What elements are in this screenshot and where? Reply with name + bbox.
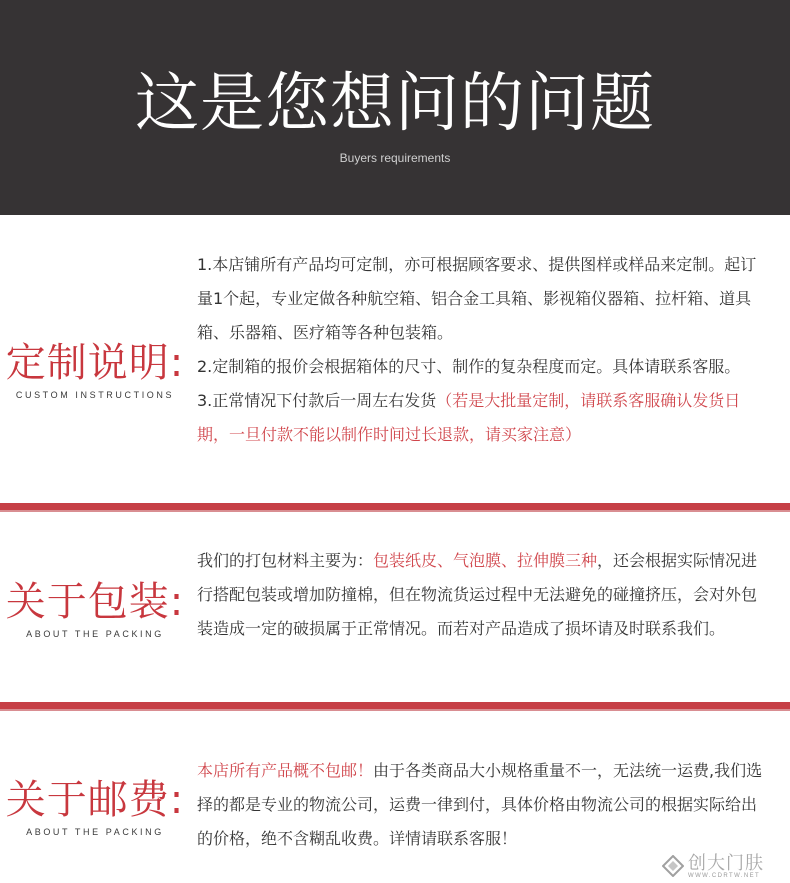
section-custom-label [0, 338, 190, 402]
section-custom-title: 定制说明: [5, 340, 185, 386]
custom-paragraph-3 [197, 384, 767, 452]
shipping-notice: 本店所有产品概不包邮！ [197, 761, 374, 780]
section-packing-title: 关于包装: [5, 579, 185, 625]
watermark [662, 853, 780, 881]
section-divider-1 [0, 503, 790, 510]
packing-text-start: 我们的打包材料主要为： [197, 551, 374, 570]
section-packing-label [0, 577, 190, 641]
section-divider-2 [0, 702, 790, 709]
section-packing-text [197, 544, 767, 646]
shipping-text: 由于各类商品大小规格重量不一，无法统一运费,我们选择的都是专业的物流公司，运费一律到付，具体价格由物流公司的根据实际给出的价格，绝不含糊乱收费。详情请联系客服！ [197, 761, 763, 848]
section-shipping-label [0, 775, 190, 839]
packing-materials: 包装纸皮、气泡膜、拉伸膜三种 [373, 551, 598, 570]
shipping-paragraph [197, 754, 767, 856]
custom-paragraph-3-note: （若是大批量定制，请联系客服确认发货日期，一旦付款不能以制作时间过长退款，请买家注意） [197, 391, 741, 444]
custom-paragraph-3-text: 3.正常情况下付款后一周左右发货 [197, 391, 437, 410]
page-subtitle: Buyers requirements [339, 151, 451, 165]
section-custom-subtitle: CUSTOM INSTRUCTIONS [15, 390, 175, 400]
section-shipping-title: 关于邮费: [5, 777, 185, 823]
watermark-logo-icon [662, 855, 684, 877]
section-shipping-text [197, 754, 767, 856]
section-shipping-subtitle: ABOUT THE PACKING [26, 827, 164, 837]
header-banner [0, 0, 790, 215]
section-divider-2-shadow [0, 709, 790, 711]
packing-text-end: ，还会根据实际情况进行搭配包装或增加防撞棉，但在物流货运过程中无法避免的碰撞挤压，会对外包装造成一定的破损属于正常情况。而若对产品造成了损坏请及时联系我们。 [197, 551, 758, 638]
packing-paragraph [197, 544, 767, 646]
custom-paragraph-2: 2.定制箱的报价会根据箱体的尺寸、制作的复杂程度而定。具体请联系客服。 [197, 357, 741, 376]
section-packing-subtitle: ABOUT THE PACKING [26, 629, 164, 639]
section-divider-1-shadow [0, 510, 790, 512]
watermark-url: WWW.CDRTW.NET [688, 873, 761, 879]
page-title: 这是您想问的问题 [135, 67, 655, 141]
watermark-text: 创大门肤 [688, 853, 764, 874]
custom-paragraph-1: 1.本店铺所有产品均可定制，亦可根据顾客要求、提供图样或样品来定制。起订量1个起，专业定做各种航空箱、铝合金工具箱、影视箱仪器箱、拉杆箱、道具箱、乐器箱、医疗箱等各种包装箱。 [197, 255, 757, 342]
section-custom-text [197, 248, 767, 452]
